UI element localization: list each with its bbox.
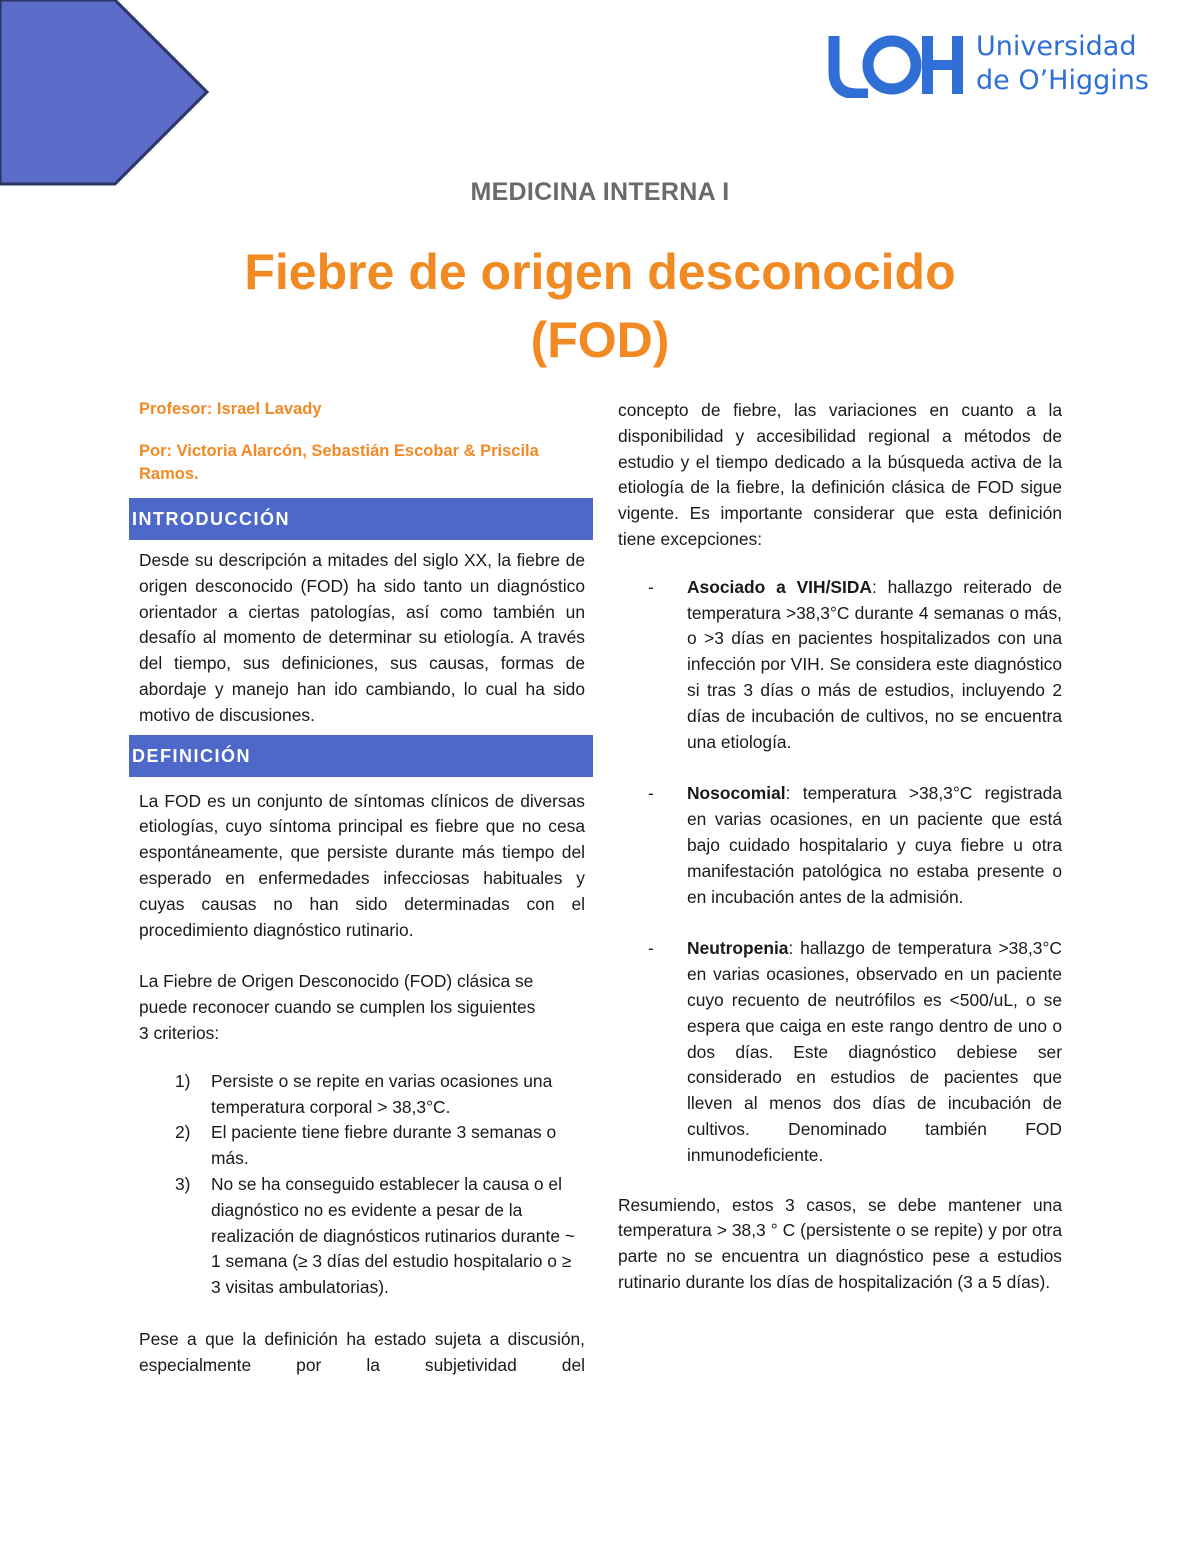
definition-paragraph-3-start: Pese a que la definición ha estado sujeta a discusión, especialmente por la subjetividad del bbox=[139, 1328, 585, 1375]
logo-line-2: de O’Higgins bbox=[976, 65, 1149, 96]
title-line-2: (FOD) bbox=[530, 312, 670, 368]
exception-text: : temperatura >38,3°C registrada en varias ocasiones, en un paciente que está bajo cuidado hospitalario y cuya fiebre u otra manifestación patológica no estaba presente o en incubación antes de la admisión. bbox=[687, 783, 1062, 907]
professor-line: Profesor: Israel Lavady bbox=[139, 400, 322, 418]
logo-wordmark bbox=[976, 30, 1149, 98]
exception-term: Nosocomial bbox=[687, 783, 786, 804]
exceptions-list bbox=[618, 575, 1062, 1169]
section-heading-definicion: DEFINICIÓN bbox=[129, 735, 593, 777]
definition-paragraph-2: La Fiebre de Origen Desconocido (FOD) clásica se puede reconocer cuando se cumplen los siguientes 3 criterios: bbox=[139, 971, 536, 1043]
criteria-text: El paciente tiene fiebre durante 3 semanas o más. bbox=[211, 1122, 557, 1169]
criteria-item bbox=[139, 1120, 585, 1172]
exception-item-vih bbox=[618, 575, 1062, 756]
uoh-logo-mark-icon bbox=[828, 32, 968, 98]
exception-text: : hallazgo de temperatura >38,3°C en varias ocasiones, observado en un paciente cuyo recuento de neutrófilos es <500/uL, o se espera que caiga en este rango dentro de uno o dos días. Este diagnóstico debiese ser considerado en estudios de pacientes que lleven al menos dos días de incubación de cultivos. Denominado también FOD inmunodeficiente. bbox=[687, 938, 1062, 1165]
criteria-number: 2) bbox=[175, 1122, 191, 1143]
document-title bbox=[100, 238, 1100, 374]
exception-text: : hallazgo reiterado de temperatura >38,3°C durante 4 semanas o más, o >3 días en pacientes hospitalizados con una infección por VIH. Se considera este diagnóstico si tras 3 días o más de estudios, incluyendo 2 días de incubación de cultivos, no se encuentra una etiología. bbox=[687, 576, 1062, 752]
definition-paragraph-3-continued: concepto de fiebre, las variaciones en cuanto a la disponibilidad y accesibilidad regional a métodos de estudio y el tiempo dedicado a la búsqueda activa de la etiología de la fiebre, la definición clásica de FOD sigue vigente. Es importante considerar que esta definición tiene excepciones: bbox=[618, 400, 1062, 549]
intro-paragraph: Desde su descripción a mitades del siglo XX, la fiebre de origen desconocido (FOD) ha sido tanto un diagnóstico orientador a ciertas patologías, así como también un desafío al momento de determinar su etiología. A través del tiempo, sus definiciones, sus causas, formas de abordaje y manejo han ido cambiando, lo cual ha sido motivo de discusiones. bbox=[139, 550, 585, 725]
left-column bbox=[132, 398, 585, 1379]
right-column bbox=[618, 398, 1062, 1296]
bullet-dash: - bbox=[648, 938, 654, 959]
authors-line: Por: Victoria Alarcón, Sebastián Escobar & Priscila Ramos. bbox=[139, 442, 539, 483]
exception-term: Asociado a VIH/SIDA bbox=[687, 576, 872, 597]
course-name: MEDICINA INTERNA I bbox=[470, 178, 730, 206]
exception-item-neutropenia bbox=[618, 936, 1062, 1168]
criteria-text: No se ha conseguido establecer la causa o el diagnóstico no es evidente a pesar de la realización de diagnósticos rutinarios durante ~ 1 semana (≥ 3 días del estudio hospitalario o ≥ 3 visitas ambulatorias). bbox=[211, 1173, 575, 1298]
title-line-1: Fiebre de origen desconocido bbox=[244, 244, 956, 300]
exception-term: Neutropenia bbox=[687, 938, 789, 959]
criteria-item bbox=[139, 1069, 585, 1121]
criteria-text: Persiste o se repite en varias ocasiones una temperatura corporal > 38,3°C. bbox=[211, 1070, 553, 1117]
bullet-dash: - bbox=[648, 783, 654, 804]
section-heading-introduccion: INTRODUCCIÓN bbox=[129, 498, 593, 540]
criteria-list bbox=[139, 1069, 585, 1301]
criteria-item bbox=[139, 1172, 585, 1301]
summary-paragraph: Resumiendo, estos 3 casos, se debe mantener una temperatura > 38,3 ° C (persistente o se repite) y por otra parte no se encuentra un diagnóstico pese a estudios rutinario durante los días de hospitalización (3 a 5 días). bbox=[618, 1194, 1062, 1292]
corner-triangle-decoration bbox=[0, 0, 215, 190]
university-logo bbox=[828, 28, 1158, 104]
definition-paragraph-1: La FOD es un conjunto de síntomas clínicos de diversas etiologías, cuyo síntoma principal es fiebre que no cesa espontáneamente, que persiste durante más tiempo del esperado en enfermedades infecciosas habituales y cuyas causas no han sido determinadas con el procedimiento diagnóstico rutinario. bbox=[139, 790, 585, 940]
logo-line-1: Universidad bbox=[976, 31, 1137, 62]
criteria-number: 1) bbox=[175, 1070, 191, 1091]
criteria-number: 3) bbox=[175, 1173, 191, 1194]
exception-item-nosocomial bbox=[618, 781, 1062, 910]
bullet-dash: - bbox=[648, 576, 654, 597]
